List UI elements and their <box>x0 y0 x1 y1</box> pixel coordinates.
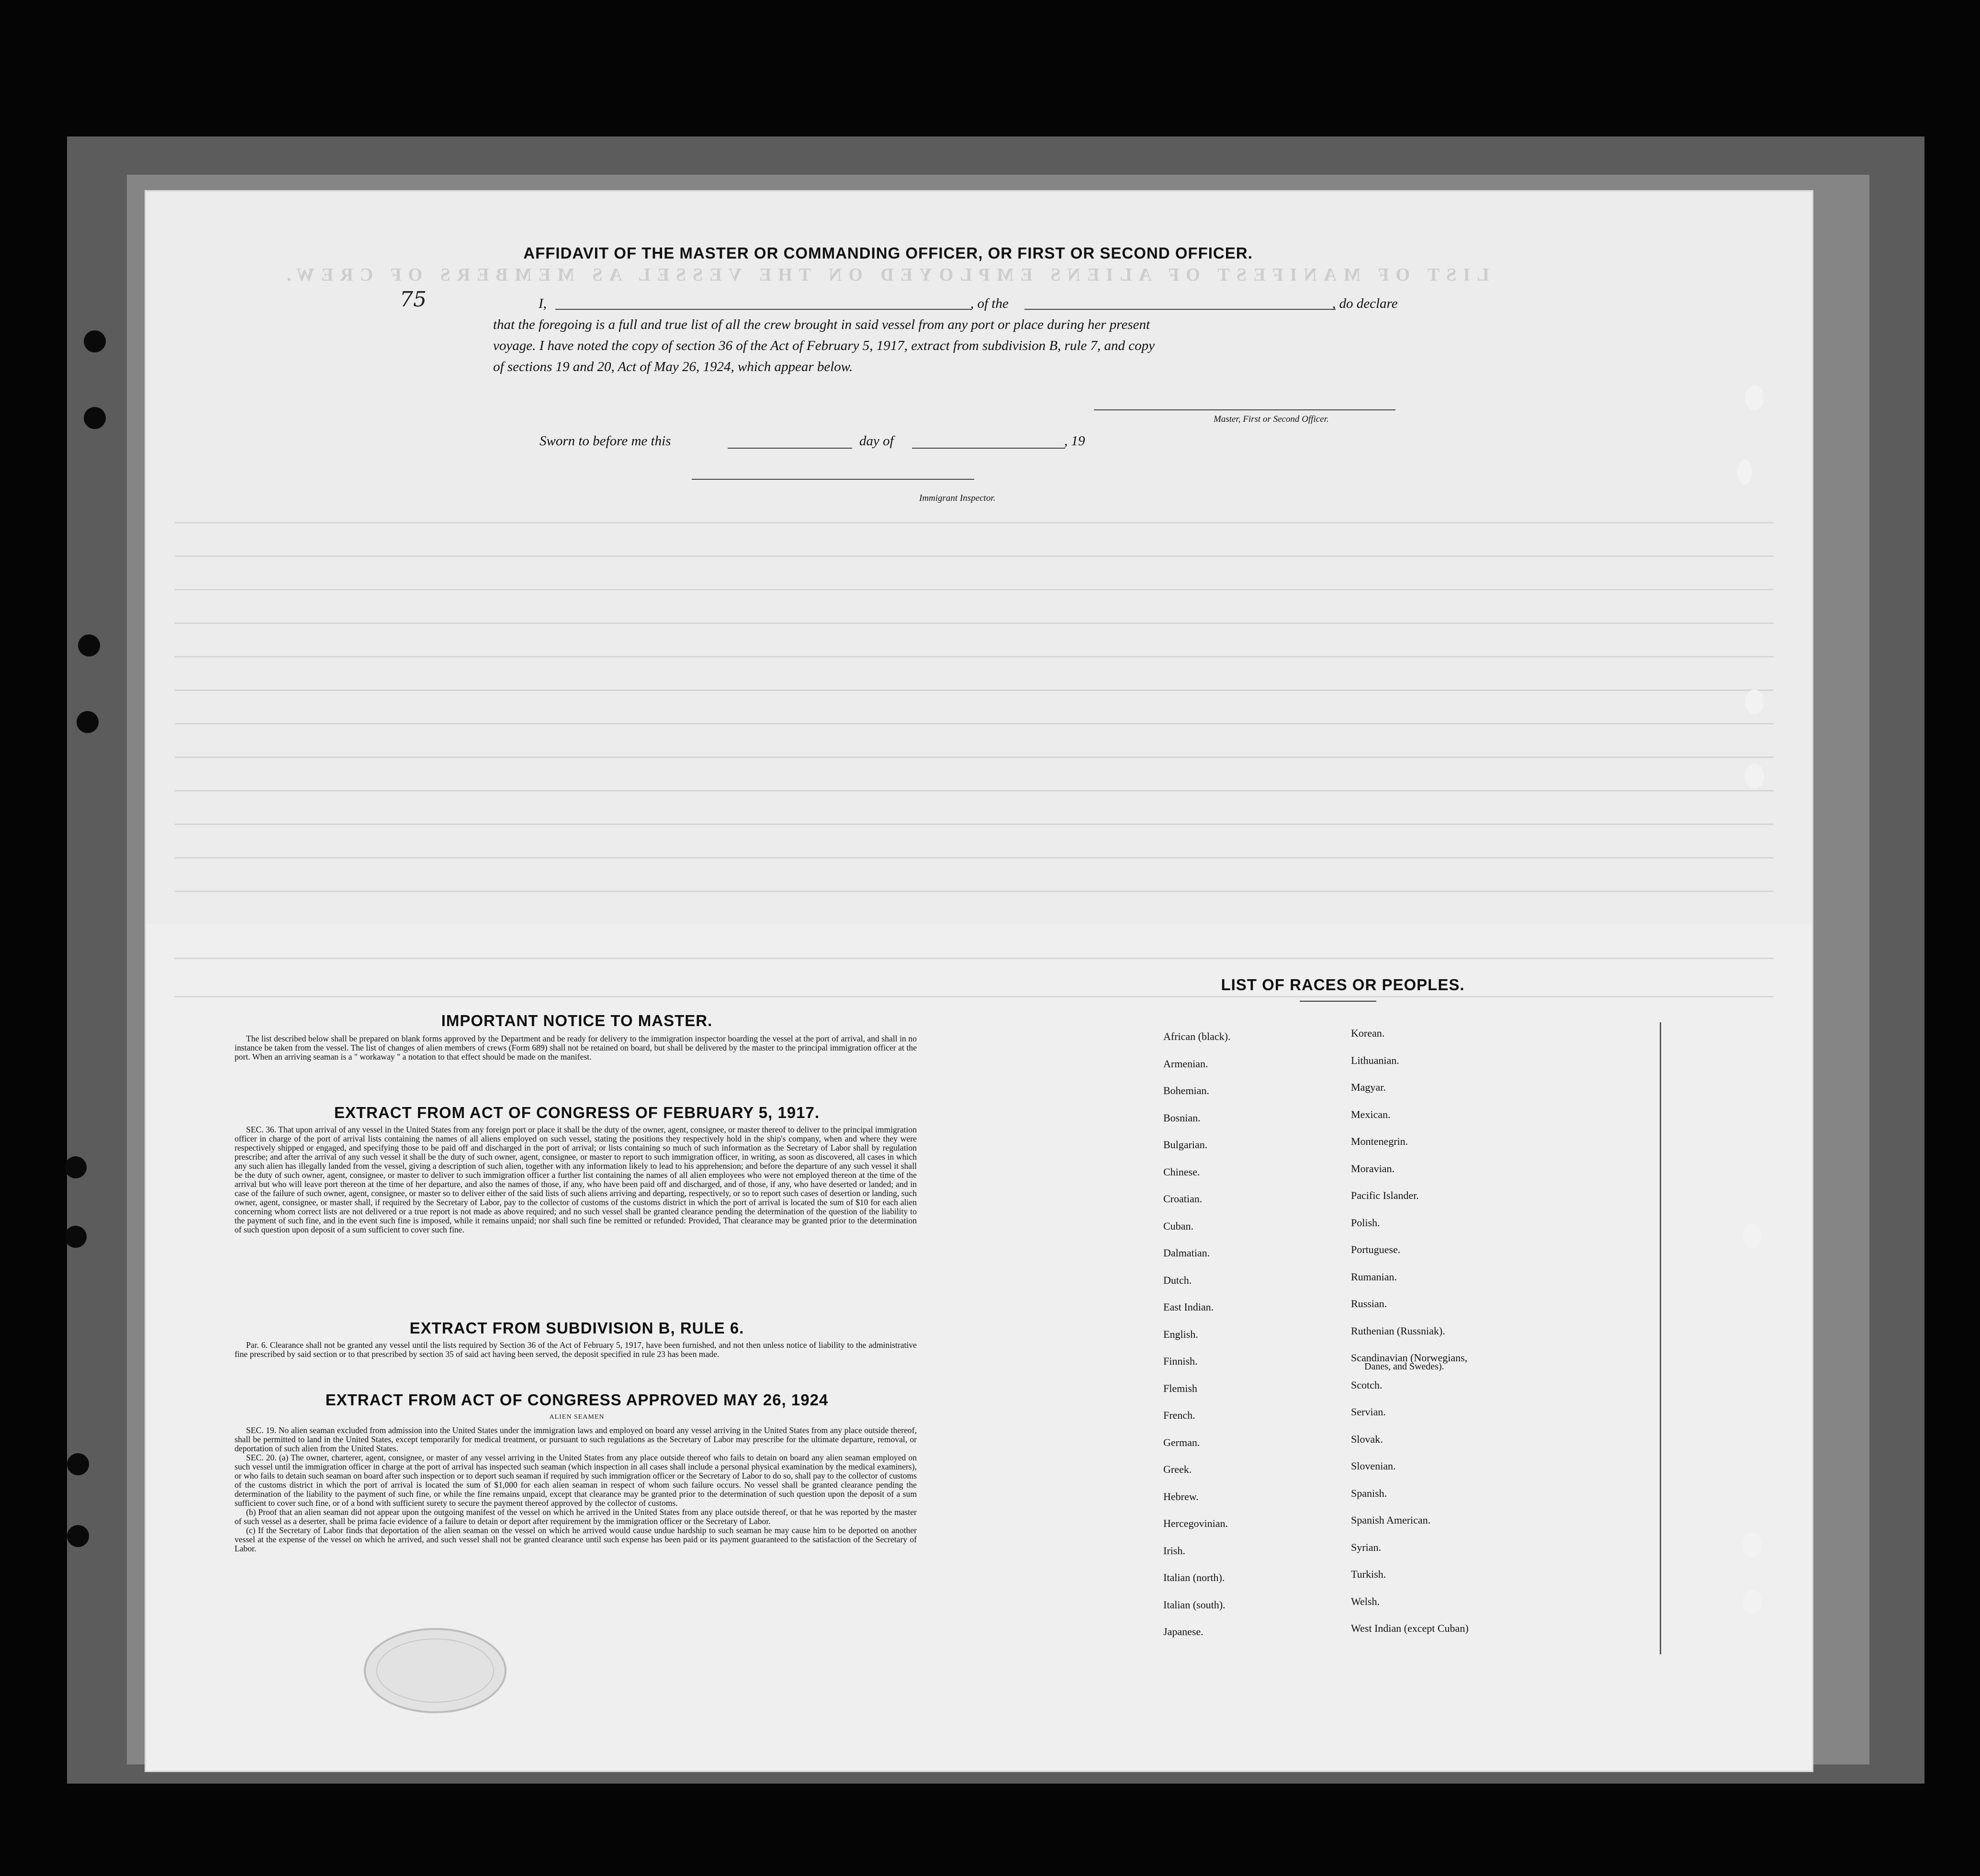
race-item: Italian (north). <box>1163 1571 1225 1583</box>
race-item: Moravian. <box>1351 1162 1395 1175</box>
binder-hole-7 <box>67 1453 89 1475</box>
edge-hole-7 <box>1743 1590 1762 1615</box>
race-item: English. <box>1163 1328 1198 1340</box>
sec-19-paragraph: SEC. 19. No alien seaman excluded from admission into the United States under the immigration laws and employed on board any vessel arriving in the United States from any place outside thereof, shall be permitted to land in the United States, except temporarily for medical treatment, or pursuant to such regulations as the Secretary of Labor may prescribe for the ultimate departure, removal, or deportation of such alien from the United States. <box>235 1425 917 1453</box>
bleed-row <box>175 757 1774 758</box>
races-right-column <box>1351 1027 1469 1650</box>
race-item: Korean. <box>1351 1027 1385 1039</box>
affidavit-line-2: that the foregoing is a full and true list of all the crew brought in said vessel from any port or place during her present <box>493 317 1150 332</box>
race-item: Hebrew. <box>1163 1490 1199 1503</box>
bleed-row <box>175 857 1774 859</box>
race-item: Pacific Islander. <box>1351 1189 1419 1201</box>
notice-paragraph: The list described below shall be prepared on blank forms approved by the Department and be ready for delivery to the immigration inspector boarding the vessel at the port of arrival, and shall in no instance be taken from the vessel. The list of changes of alien members of crews (Form 689) shall not be retained on board, but shall be delivered by the master to the principal immigration officer at the port. When an arriving seaman is a " workaway " a notation to that effect should be made on the manifest. <box>235 1034 917 1062</box>
race-item: Welsh. <box>1351 1595 1380 1607</box>
rule6-text <box>235 1341 917 1359</box>
sworn-day-blank <box>728 448 852 449</box>
day-of-label: day of <box>859 433 894 449</box>
race-item: Mexican. <box>1351 1108 1391 1120</box>
edge-hole-2 <box>1738 460 1752 485</box>
port-stamp <box>364 1628 506 1713</box>
binder-hole-3 <box>78 634 100 656</box>
race-item: Portuguese. <box>1351 1243 1401 1255</box>
race-item: Magyar. <box>1351 1081 1386 1093</box>
rule6-paragraph: Par. 6. Clearance shall not be granted any vessel until the lists required by Section 36 of the Act of February 5, 1917, have been furnished, and not then unless notice of liability to the administrative fine prescribed by said section or to that prescribed by section 35 of said act having been served, the deposit specified in rule 23 has been made. <box>235 1340 917 1359</box>
race-item: Rumanian. <box>1351 1270 1397 1283</box>
bleed-row <box>175 891 1774 892</box>
affidavit-title: AFFIDAVIT OF THE MASTER OR COMMANDING OFFICER, OR FIRST OR SECOND OFFICER. <box>523 244 1253 262</box>
races-title-underline <box>1300 1001 1376 1002</box>
rule6-title: EXTRACT FROM SUBDIVISION B, RULE 6. <box>409 1319 744 1337</box>
handwritten-sheet-number: 75 <box>400 287 427 312</box>
bleed-row <box>175 996 1774 997</box>
race-scandinavian-line1: Scandinavian (Norwegians, <box>1351 1352 1468 1364</box>
race-item: Slovenian. <box>1351 1460 1396 1472</box>
race-item: West Indian (except Cuban) <box>1351 1622 1469 1634</box>
bleed-row <box>175 589 1774 590</box>
race-item: Japanese. <box>1163 1626 1204 1638</box>
vessel-blank <box>1024 309 1336 310</box>
race-item: Scotch. <box>1351 1379 1383 1391</box>
race-item: Bosnian. <box>1163 1111 1201 1124</box>
race-item: Chinese. <box>1163 1165 1200 1178</box>
race-item: Spanish American. <box>1351 1514 1431 1526</box>
race-item: Italian (south). <box>1163 1598 1226 1611</box>
edge-hole-3 <box>1745 689 1764 714</box>
affidavit-declare: , do declare <box>1332 296 1398 311</box>
race-item: Croatian. <box>1163 1193 1203 1205</box>
name-blank <box>555 309 972 310</box>
race-item: Spanish. <box>1351 1487 1387 1499</box>
race-item: Cuban. <box>1163 1220 1193 1232</box>
sec-20b-paragraph: (b) Proof that an alien seaman did not appear upon the outgoing manifest of the vessel on which he arrived in the United States from any place outside thereof, or that he was reported by the master of such vessel as a deserter, shall be prima facie evidence of a failure to detain or deport after requirement by the immigration officer or the Secretary of Labor. <box>235 1507 917 1526</box>
edge-hole-6 <box>1743 1532 1762 1557</box>
races-column-border <box>1660 1022 1661 1654</box>
bleed-row <box>175 790 1774 791</box>
race-item: Irish. <box>1163 1544 1185 1557</box>
binder-hole-4 <box>77 711 99 733</box>
race-item: Slovak. <box>1351 1433 1383 1445</box>
edge-hole-1 <box>1745 385 1764 410</box>
notice-title: IMPORTANT NOTICE TO MASTER. <box>441 1012 713 1029</box>
race-scandinavian-line2: Danes, and Swedes). <box>1364 1361 1444 1372</box>
race-item: Finnish. <box>1163 1355 1198 1367</box>
inspector-signature-line <box>692 479 974 480</box>
year-label: , 19 <box>1064 433 1085 449</box>
extract-1917-title: EXTRACT FROM ACT OF CONGRESS OF FEBRUARY 5, 1917. <box>334 1104 820 1121</box>
bleed-row <box>175 622 1774 624</box>
affidavit-line-i: I, <box>539 296 547 311</box>
race-item: German. <box>1163 1436 1200 1448</box>
race-item: Ruthenian (Russniak). <box>1351 1324 1445 1337</box>
stamp-inner-ring <box>376 1639 494 1703</box>
binder-hole-6 <box>65 1226 87 1248</box>
affidavit-of-the: , of the <box>970 296 1009 311</box>
race-item: Dutch. <box>1163 1274 1192 1286</box>
races-left-column <box>1163 1030 1230 1653</box>
bleed-row <box>175 555 1774 557</box>
section-36-paragraph: SEC. 36. That upon arrival of any vessel in the United States from any foreign port or place it shall be the duty of the owner, agent, consignee, or master thereof to deliver to the principal immigration officer in charge of the port of arrival lists containing the names of all aliens employed on such vessel, stating the positions they respectively hold in the ship's company, when and where they were respectively shipped or engaged, and specifying those to be paid off and discharged in the port of arrival; or lists containing so much of such information as the Secretary of Labor shall by regulation prescribe; and after the arrival of any such vessel it shall be the duty of such owner, agent, consignee, or master to report to such immigration officer, in writing, as soon as discovered, all cases in which any such alien has illegally landed from the vessel, giving a description of such alien, together with any information likely to lead to his apprehension; and before the departure of any such vessel it shall be the duty of such owner, agent, consignee, or master to deliver to such immigration officer a further list containing the names of all alien employees who were not employed thereon at the time of the arrival but who will leave port thereon at the time of her departure, and also the names of those, if any, who have been paid off and discharged, and of those, if any, who have deserted or landed; and in case of the failure of such owner, agent, consignee, or master so to deliver either of the said lists of such aliens arriving and departing, respectively, or so to report such cases of desertion or landing, such owner, agent, consignee, or master shall, if required by the Secretary of Labor, pay to the collector of customs of the customs district in which the port of arrival is located the sum of $10 for each alien concerning whom correct lists are not delivered or a true report is not made as above required; and no such vessel shall be granted clearance pending the determination of the question of the liability to the payment of such fine, and in the event such fine is imposed, while it remains unpaid; nor shall such fine be remitted or refunded: Provided, That clearance may be granted prior to the determination of such question upon deposit of a sum sufficient to cover such fine. <box>235 1125 917 1234</box>
race-item: Polish. <box>1351 1216 1380 1229</box>
edge-hole-5 <box>1743 1223 1762 1248</box>
binder-hole-1 <box>84 330 106 352</box>
binder-hole-2 <box>84 407 106 429</box>
race-item: Greek. <box>1163 1463 1192 1475</box>
affidavit-line-4: of sections 19 and 20, Act of May 26, 1924, which appear below. <box>493 359 853 374</box>
sworn-month-blank <box>912 448 1065 449</box>
race-item: Dalmatian. <box>1163 1247 1210 1259</box>
race-item: African (black). <box>1163 1030 1231 1042</box>
races-title: LIST OF RACES OR PEOPLES. <box>1221 976 1465 994</box>
bleed-row <box>175 824 1774 825</box>
sec-20a-paragraph: SEC. 20. (a) The owner, charterer, agent, consignee, or master of any vessel arriving in the United States from any place outside thereof who fails to detain on board any alien seaman employed on such vessel until the immigration officer in charge at the port of arrival has inspected such seaman (which inspection in all cases shall include a personal physical examination by the medical examiners), or who fails to detain such seaman on board after such inspection or to deport such seaman if required by such immigration officer or the Secretary of Labor to do so, shall pay to the collector of customs of the customs district in which the port of arrival is located the sum of $1,000 for each alien seaman in respect of whom such failure occurs. No vessel shall be granted clearance pending the determination of the liability to the payment of such fine, or while the fine remains unpaid, except that clearance may be granted prior to the determination of such question upon the deposit of a sum sufficient to cover such fine, or of a bond with sufficient surety to secure the payment thereof approved by the collector of customs. <box>235 1453 917 1508</box>
bleed-row <box>175 689 1774 691</box>
race-item: Montenegrin. <box>1351 1135 1408 1147</box>
race-item: Lithuanian. <box>1351 1054 1399 1066</box>
bleed-row <box>175 723 1774 724</box>
extract-1924-title: EXTRACT FROM ACT OF CONGRESS APPROVED MAY 26, 1924 <box>325 1391 829 1409</box>
race-item: French. <box>1163 1409 1195 1421</box>
sec-20c-paragraph: (c) If the Secretary of Labor finds that deportation of the alien seaman on the vessel on which he arrived would cause undue hardship to such seaman he may cause him to be deported on another vessel at the expense of the vessel on which he arrived, and such vessel shall not be granted clearance until such expense has been paid or its payment guaranteed to the satisfaction of the Secretary of Labor. <box>235 1526 917 1553</box>
extract-1924-text <box>235 1426 917 1553</box>
binder-hole-8 <box>67 1525 89 1547</box>
race-item: Hercegovinian. <box>1163 1517 1228 1529</box>
inspector-label: Immigrant Inspector. <box>919 493 996 503</box>
binder-hole-5 <box>65 1156 87 1178</box>
alien-seamen-subtitle: ALIEN SEAMEN <box>549 1413 605 1421</box>
race-item: Bohemian. <box>1163 1085 1209 1096</box>
race-item: East Indian. <box>1163 1301 1214 1313</box>
race-item: Armenian. <box>1163 1057 1208 1070</box>
manifest-sheet <box>146 192 1812 1771</box>
bleed-row <box>175 522 1774 523</box>
race-item: Syrian. <box>1351 1541 1381 1553</box>
bleed-row <box>175 958 1774 959</box>
race-item: Servian. <box>1351 1406 1386 1418</box>
master-label: Master, First or Second Officer. <box>1214 414 1329 424</box>
master-signature-line <box>1094 409 1395 410</box>
bleed-row <box>175 656 1774 657</box>
race-item: Turkish. <box>1351 1568 1386 1580</box>
race-item: Bulgarian. <box>1163 1139 1208 1151</box>
race-item: Russian. <box>1351 1298 1387 1310</box>
sworn-before-label: Sworn to before me this <box>540 433 671 449</box>
extract-1917-text <box>235 1125 917 1234</box>
race-item-scandinavian <box>1351 1352 1469 1379</box>
affidavit-line-3: voyage. I have noted the copy of section 36 of the Act of February 5, 1917, extract from subdivision B, rule 7, and copy <box>493 338 1155 353</box>
edge-hole-4 <box>1745 764 1764 789</box>
bleed-through-title: LIST OF MANIFEST OF ALIENS EMPLOYED ON THE VESSEL AS MEMBERS OF CREW. <box>280 265 1489 285</box>
notice-text <box>235 1034 917 1062</box>
race-item: Flemish <box>1163 1382 1197 1394</box>
